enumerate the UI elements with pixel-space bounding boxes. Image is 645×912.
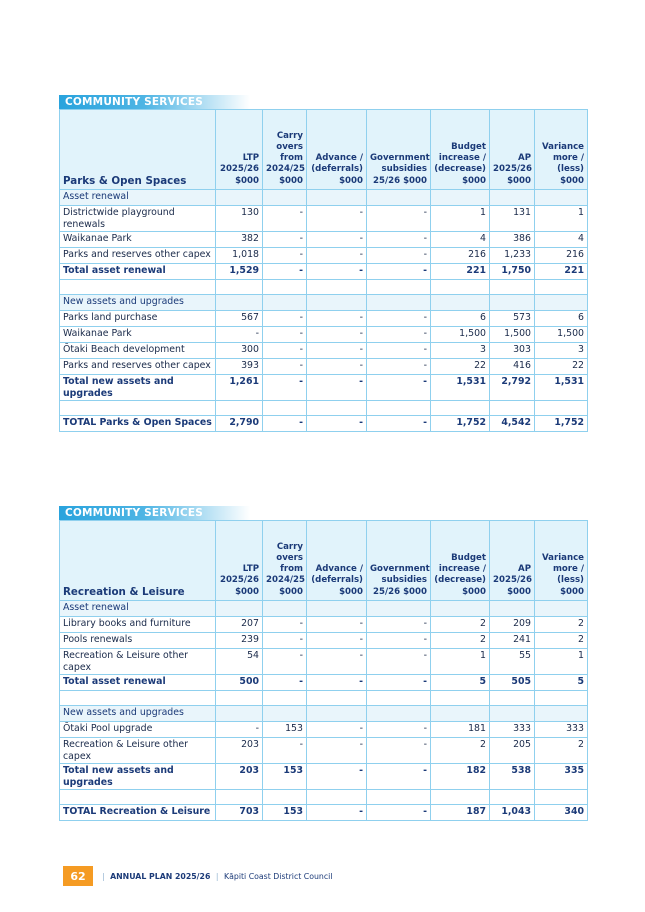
cell-value: 567 [216, 311, 263, 327]
cell-value: 55 [490, 649, 535, 675]
cell-value: 393 [216, 359, 263, 375]
cell-value [490, 401, 535, 416]
cell-value: 573 [490, 311, 535, 327]
cell-value [431, 401, 490, 416]
cell-value: 382 [216, 232, 263, 248]
cell-value: 1,750 [490, 264, 535, 280]
cell-value: 3 [535, 343, 588, 359]
table-row [60, 232, 588, 248]
cell-value: - [367, 206, 431, 232]
cell-value: 2 [431, 738, 490, 764]
cell-value [535, 790, 588, 805]
cell-value: 340 [535, 805, 588, 821]
cell-value: 2 [431, 633, 490, 649]
cell-value [216, 601, 263, 617]
cell-value: 239 [216, 633, 263, 649]
table-row [60, 327, 588, 343]
cell-value: 1,529 [216, 264, 263, 280]
cell-value: - [307, 359, 367, 375]
row-label: Waikanae Park [60, 327, 216, 343]
cell-value: 500 [216, 675, 263, 691]
cell-value: - [263, 327, 307, 343]
cell-value [216, 401, 263, 416]
table-row [60, 617, 588, 633]
cell-value: - [263, 416, 307, 432]
row-label [60, 401, 216, 416]
cell-value: - [263, 675, 307, 691]
cell-value: 333 [535, 722, 588, 738]
cell-value [535, 601, 588, 617]
cell-value: 1,500 [535, 327, 588, 343]
cell-value: 333 [490, 722, 535, 738]
cell-value: 4 [431, 232, 490, 248]
row-label: Parks land purchase [60, 311, 216, 327]
table-row [60, 190, 588, 206]
table-row [60, 764, 588, 790]
cell-value: 216 [431, 248, 490, 264]
cell-value: 153 [263, 805, 307, 821]
cell-value: - [307, 722, 367, 738]
cell-value: 416 [490, 359, 535, 375]
cell-value [431, 295, 490, 311]
row-label: TOTAL Recreation & Leisure [60, 805, 216, 821]
cell-value [216, 790, 263, 805]
column-header: Variance more / (less) $000 [535, 521, 588, 601]
cell-value: 182 [431, 764, 490, 790]
cell-value [263, 295, 307, 311]
cell-value [216, 190, 263, 206]
row-label: Total new assets and upgrades [60, 375, 216, 401]
table-row [60, 738, 588, 764]
row-label: Districtwide playground renewals [60, 206, 216, 232]
table-row [60, 280, 588, 295]
cell-value [307, 790, 367, 805]
cell-value: - [263, 617, 307, 633]
cell-value [535, 280, 588, 295]
cell-value [367, 691, 431, 706]
table-row [60, 691, 588, 706]
cell-value: - [263, 311, 307, 327]
cell-value [490, 190, 535, 206]
cell-value: - [367, 359, 431, 375]
cell-value: - [307, 232, 367, 248]
row-label: Asset renewal [60, 190, 216, 206]
cell-value: - [307, 311, 367, 327]
cell-value [431, 601, 490, 617]
cell-value: 187 [431, 805, 490, 821]
table-row [60, 401, 588, 416]
cell-value [307, 280, 367, 295]
column-header: Budget increase / (decrease) $000 [431, 521, 490, 601]
table-row [60, 416, 588, 432]
cell-value: 335 [535, 764, 588, 790]
recreation-capex-table [59, 520, 588, 821]
column-header: Government subsidies 25/26 $000 [367, 110, 431, 190]
cell-value: - [307, 248, 367, 264]
cell-value [367, 601, 431, 617]
column-header: Carry overs from 2024/25 $000 [263, 521, 307, 601]
row-label [60, 280, 216, 295]
cell-value [367, 706, 431, 722]
cell-value: - [263, 633, 307, 649]
cell-value: 1,500 [490, 327, 535, 343]
cell-value: 131 [490, 206, 535, 232]
cell-value: 1 [535, 649, 588, 675]
row-label: New assets and upgrades [60, 295, 216, 311]
column-header: LTP 2025/26 $000 [216, 521, 263, 601]
cell-value: 153 [263, 722, 307, 738]
row-label: Ōtaki Pool upgrade [60, 722, 216, 738]
cell-value: 1,043 [490, 805, 535, 821]
cell-value [431, 691, 490, 706]
parks-capex-table [59, 109, 588, 432]
section-banner: COMMUNITY SERVICES [59, 506, 250, 520]
cell-value: - [367, 764, 431, 790]
cell-value: 221 [431, 264, 490, 280]
cell-value [263, 601, 307, 617]
column-header: AP 2025/26 $000 [490, 110, 535, 190]
cell-value [490, 706, 535, 722]
cell-value: 386 [490, 232, 535, 248]
cell-value [263, 190, 307, 206]
cell-value: - [307, 738, 367, 764]
cell-value [535, 190, 588, 206]
cell-value: - [367, 264, 431, 280]
cell-value: 1,233 [490, 248, 535, 264]
cell-value [367, 280, 431, 295]
cell-value: 5 [431, 675, 490, 691]
cell-value [490, 691, 535, 706]
cell-value [307, 295, 367, 311]
cell-value: 2,790 [216, 416, 263, 432]
cell-value: - [307, 327, 367, 343]
document-title: ANNUAL PLAN 2025/26 [110, 871, 211, 881]
cell-value [263, 790, 307, 805]
cell-value: - [307, 264, 367, 280]
row-label [60, 691, 216, 706]
cell-value [367, 295, 431, 311]
cell-value: 209 [490, 617, 535, 633]
cell-value: 1,018 [216, 248, 263, 264]
cell-value: - [367, 248, 431, 264]
cell-value: - [263, 649, 307, 675]
cell-value: 2,792 [490, 375, 535, 401]
row-label: Total asset renewal [60, 675, 216, 691]
cell-value: - [263, 738, 307, 764]
cell-value: 205 [490, 738, 535, 764]
cell-value: 3 [431, 343, 490, 359]
table-row [60, 649, 588, 675]
row-label [60, 790, 216, 805]
cell-value: - [367, 343, 431, 359]
column-header: Advance / (deferrals) $000 [307, 110, 367, 190]
cell-value [490, 295, 535, 311]
cell-value: 241 [490, 633, 535, 649]
cell-value [216, 691, 263, 706]
cell-value: - [216, 327, 263, 343]
cell-value [307, 601, 367, 617]
cell-value: 2 [431, 617, 490, 633]
cell-value: - [307, 764, 367, 790]
cell-value: - [307, 617, 367, 633]
cell-value: - [367, 675, 431, 691]
table-row [60, 601, 588, 617]
cell-value [216, 295, 263, 311]
cell-value: 1,500 [431, 327, 490, 343]
row-label: Total asset renewal [60, 264, 216, 280]
cell-value [535, 401, 588, 416]
cell-value [367, 401, 431, 416]
table-row [60, 206, 588, 232]
column-header: LTP 2025/26 $000 [216, 110, 263, 190]
cell-value: - [367, 375, 431, 401]
cell-value [535, 706, 588, 722]
cell-value [263, 280, 307, 295]
row-label: Asset renewal [60, 601, 216, 617]
cell-value: 5 [535, 675, 588, 691]
section-banner: COMMUNITY SERVICES [59, 95, 250, 109]
column-header: AP 2025/26 $000 [490, 521, 535, 601]
cell-value: - [263, 359, 307, 375]
cell-value: 207 [216, 617, 263, 633]
footer-separator: | [215, 871, 219, 881]
cell-value: - [367, 311, 431, 327]
cell-value [263, 401, 307, 416]
cell-value: - [263, 375, 307, 401]
cell-value: - [216, 722, 263, 738]
footer-text [99, 872, 332, 881]
cell-value: 1,531 [431, 375, 490, 401]
cell-value: - [263, 206, 307, 232]
row-label: Waikanae Park [60, 232, 216, 248]
table-row [60, 805, 588, 821]
column-header: Government subsidies 25/26 $000 [367, 521, 431, 601]
cell-value: 2 [535, 738, 588, 764]
cell-value: - [307, 416, 367, 432]
cell-value: 216 [535, 248, 588, 264]
parks-section [59, 95, 587, 432]
cell-value: 1,752 [431, 416, 490, 432]
table-row [60, 633, 588, 649]
cell-value: - [367, 805, 431, 821]
table-row [60, 343, 588, 359]
cell-value: 2 [535, 617, 588, 633]
table-row [60, 359, 588, 375]
cell-value: - [307, 343, 367, 359]
cell-value [367, 790, 431, 805]
cell-value: 300 [216, 343, 263, 359]
cell-value: - [367, 722, 431, 738]
footer-separator: | [102, 871, 105, 881]
cell-value: 1 [431, 206, 490, 232]
column-header: Budget increase / (decrease) $000 [431, 110, 490, 190]
row-label: Recreation & Leisure other capex [60, 738, 216, 764]
page-footer [63, 866, 332, 886]
cell-value [263, 691, 307, 706]
row-label: Parks and reserves other capex [60, 359, 216, 375]
row-label: Ōtaki Beach development [60, 343, 216, 359]
cell-value [490, 790, 535, 805]
cell-value: 153 [263, 764, 307, 790]
cell-value [307, 706, 367, 722]
cell-value: 181 [431, 722, 490, 738]
cell-value [307, 401, 367, 416]
cell-value: 130 [216, 206, 263, 232]
table-row [60, 706, 588, 722]
table-header-label: Parks & Open Spaces [60, 110, 216, 190]
row-label: Library books and furniture [60, 617, 216, 633]
cell-value: - [367, 738, 431, 764]
table-row [60, 295, 588, 311]
cell-value [307, 190, 367, 206]
cell-value [535, 295, 588, 311]
cell-value: 22 [431, 359, 490, 375]
cell-value: - [307, 375, 367, 401]
organisation-name: Kāpiti Coast District Council [223, 871, 333, 881]
cell-value [490, 280, 535, 295]
cell-value: - [307, 633, 367, 649]
table-row [60, 375, 588, 401]
cell-value: - [367, 416, 431, 432]
cell-value [307, 691, 367, 706]
cell-value: 538 [490, 764, 535, 790]
cell-value [490, 601, 535, 617]
row-label: Recreation & Leisure other capex [60, 649, 216, 675]
cell-value: - [367, 232, 431, 248]
column-header: Advance / (deferrals) $000 [307, 521, 367, 601]
cell-value [535, 691, 588, 706]
cell-value: 505 [490, 675, 535, 691]
cell-value: 4 [535, 232, 588, 248]
cell-value: 703 [216, 805, 263, 821]
row-label: New assets and upgrades [60, 706, 216, 722]
cell-value: 6 [535, 311, 588, 327]
recreation-section [59, 506, 587, 821]
row-label: Total new assets and upgrades [60, 764, 216, 790]
cell-value: - [263, 264, 307, 280]
table-row [60, 722, 588, 738]
table-header-label: Recreation & Leisure [60, 521, 216, 601]
cell-value: - [367, 633, 431, 649]
cell-value: 6 [431, 311, 490, 327]
cell-value: - [307, 206, 367, 232]
cell-value: 203 [216, 738, 263, 764]
cell-value: 221 [535, 264, 588, 280]
cell-value [431, 190, 490, 206]
cell-value: 4,542 [490, 416, 535, 432]
table-row [60, 790, 588, 805]
cell-value: - [263, 232, 307, 248]
cell-value: 203 [216, 764, 263, 790]
cell-value [431, 790, 490, 805]
cell-value: - [367, 327, 431, 343]
cell-value: 1,531 [535, 375, 588, 401]
cell-value [216, 280, 263, 295]
cell-value: 2 [535, 633, 588, 649]
row-label: Parks and reserves other capex [60, 248, 216, 264]
cell-value [431, 280, 490, 295]
cell-value: - [307, 805, 367, 821]
cell-value: - [307, 675, 367, 691]
cell-value [216, 706, 263, 722]
cell-value [367, 190, 431, 206]
cell-value: 1 [431, 649, 490, 675]
cell-value: 1,261 [216, 375, 263, 401]
row-label: TOTAL Parks & Open Spaces [60, 416, 216, 432]
cell-value [263, 706, 307, 722]
table-row [60, 675, 588, 691]
cell-value: 303 [490, 343, 535, 359]
cell-value: 22 [535, 359, 588, 375]
table-row [60, 264, 588, 280]
page-number: 62 [63, 866, 93, 886]
cell-value: - [367, 649, 431, 675]
column-header: Variance more / (less) $000 [535, 110, 588, 190]
cell-value: 1 [535, 206, 588, 232]
cell-value: - [263, 248, 307, 264]
table-row [60, 311, 588, 327]
cell-value: - [367, 617, 431, 633]
table-row [60, 248, 588, 264]
cell-value: - [263, 343, 307, 359]
column-header: Carry overs from 2024/25 $000 [263, 110, 307, 190]
row-label: Pools renewals [60, 633, 216, 649]
cell-value: 54 [216, 649, 263, 675]
cell-value [431, 706, 490, 722]
cell-value: - [307, 649, 367, 675]
cell-value: 1,752 [535, 416, 588, 432]
